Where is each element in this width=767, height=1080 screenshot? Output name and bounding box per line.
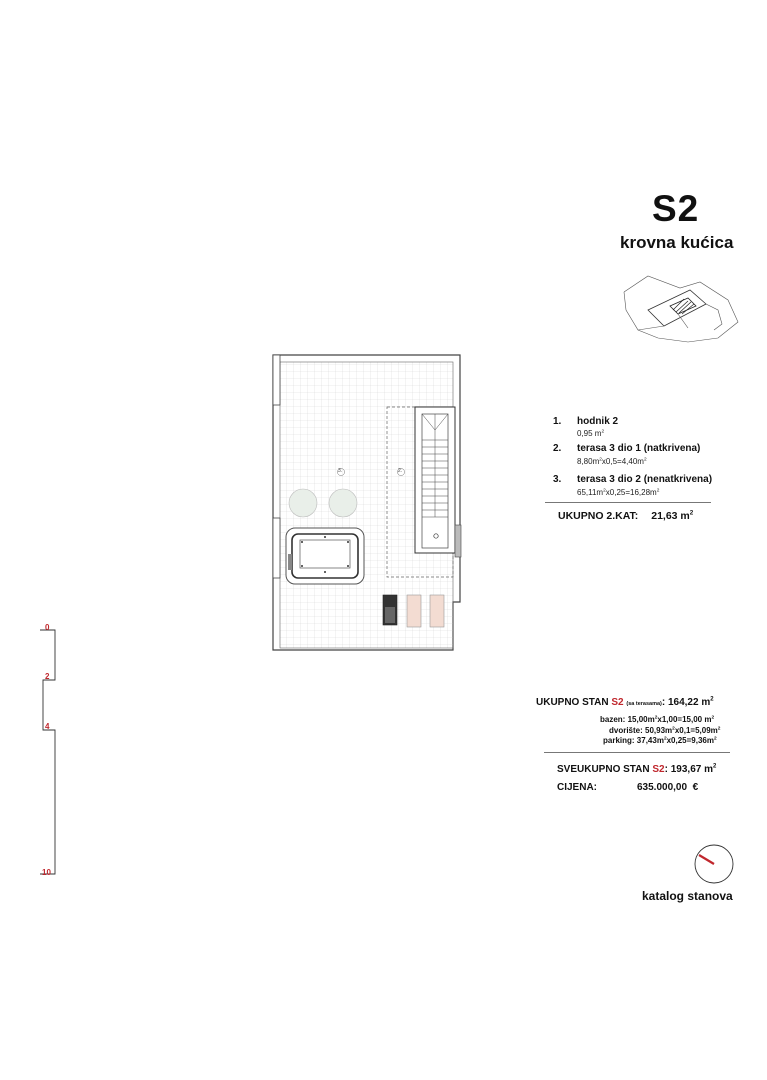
scale-mark-4: 4 bbox=[45, 722, 50, 731]
room-area: 0,95 $m^2$ bbox=[577, 429, 605, 438]
room-number: 2. bbox=[553, 443, 562, 454]
room-legend bbox=[553, 416, 733, 502]
plan-label-terrace-covered: 2. bbox=[398, 468, 403, 474]
catalog-footer: katalog stanova bbox=[642, 889, 733, 903]
scale-mark-0: 0 bbox=[45, 623, 50, 632]
room-item-2 bbox=[553, 441, 733, 472]
price-label: CIJENA: bbox=[557, 782, 598, 793]
scale-mark-2: 2 bbox=[45, 672, 50, 681]
floor-total: UKUPNO 2.KAT: 21,63 $m^2$ bbox=[558, 509, 694, 522]
currency-symbol: € bbox=[692, 782, 699, 793]
room-item-3 bbox=[553, 472, 733, 502]
apartment-total-label: UKUPNO STAN bbox=[536, 697, 612, 708]
floor-plan bbox=[265, 350, 470, 660]
extra-item-pool: bazen: $15,00m^2x1,00=15,00$ $m^2$ bbox=[600, 715, 715, 724]
room-number: 1. bbox=[553, 416, 562, 427]
grand-total-value: : 193,67 m bbox=[664, 764, 713, 775]
plan-label-terrace-uncovered: 3. bbox=[338, 468, 343, 474]
floor-total-label: UKUPNO 2.KAT: bbox=[558, 510, 639, 522]
room-item-1 bbox=[553, 416, 733, 441]
unit-title: S2 bbox=[652, 188, 700, 229]
apartment-unit: S2 bbox=[611, 697, 624, 708]
room-name: terasa 3 dio 2 (nenatkrivena) bbox=[577, 474, 713, 485]
grand-total: SVEUKUPNO STAN S2: 193,67 $m^2$ bbox=[557, 763, 717, 775]
grand-total-label: SVEUKUPNO STAN bbox=[557, 764, 653, 775]
extra-item-parking: parking: $37,43m^2x0,25=9,36m^2$ bbox=[603, 736, 717, 745]
room-number: 3. bbox=[553, 474, 562, 485]
totals-divider bbox=[544, 752, 730, 753]
extra-item-yard: dvorište: $50,93m^2x0,1=5,09m^2$ bbox=[609, 725, 721, 735]
legend-divider bbox=[545, 502, 711, 503]
scale-mark-10: 10 bbox=[42, 868, 51, 877]
key-plan-diagram bbox=[618, 270, 743, 345]
apartment-total-note: (sa terasama) bbox=[626, 701, 662, 707]
north-arrow-icon bbox=[692, 842, 736, 886]
price-row bbox=[557, 782, 707, 793]
room-name: terasa 3 dio 1 (natkrivena) bbox=[577, 443, 701, 454]
room-name: hodnik 2 bbox=[577, 416, 619, 427]
unit-subtitle: krovna kućica bbox=[620, 233, 734, 252]
grand-total-unit: S2 bbox=[652, 764, 665, 775]
room-area-calc: $8,80m^2x0,5=4,40m^2$ bbox=[577, 457, 647, 466]
room-area-calc: $65,11m^2x0,25=16,28m^2$ bbox=[577, 488, 660, 497]
apartment-total: UKUPNO STAN S2 (sa terasama): 164,22 $m^2$ bbox=[536, 696, 714, 708]
floor-total-value: 21,63 m bbox=[651, 510, 690, 522]
price-value: 635.000,00 € bbox=[637, 782, 699, 793]
scale-bar bbox=[38, 628, 60, 880]
extras-list bbox=[600, 715, 720, 747]
apartment-total-value: : 164,22 m bbox=[661, 697, 711, 708]
